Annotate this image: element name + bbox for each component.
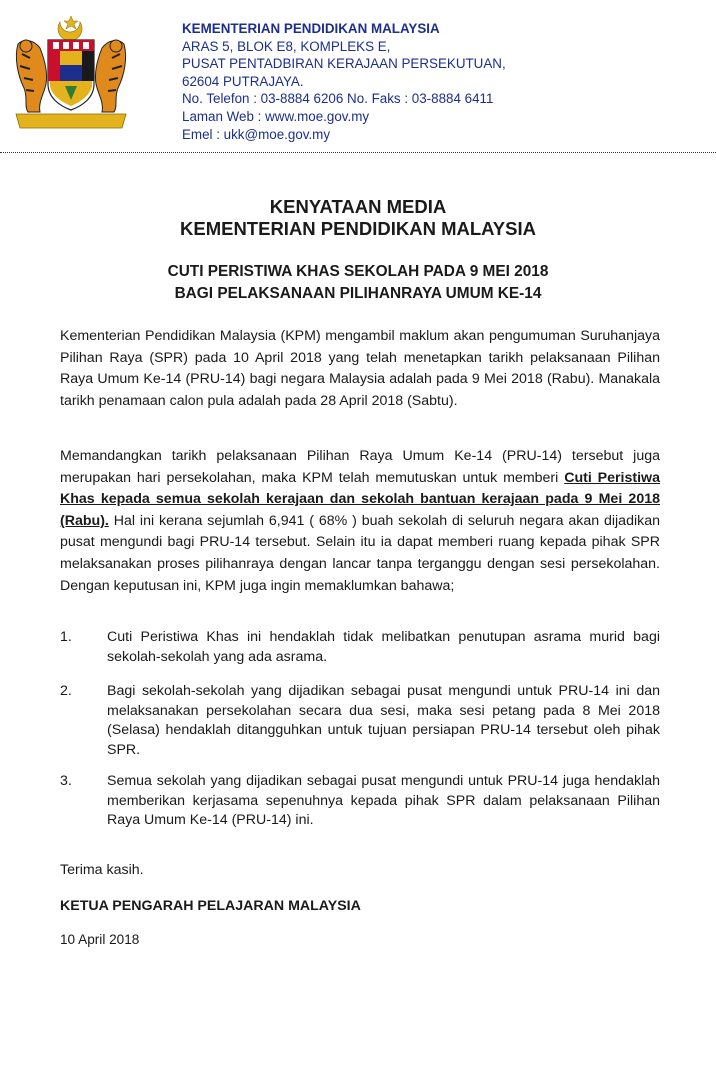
list-item-number: 2. bbox=[60, 683, 72, 699]
list-item-text: Semua sekolah yang dijadikan sebagai pusat mengundi untuk PRU-14 juga hendaklah memberikan kerjasama sepenuhnya kepada pihak SPR dalam pelaksanaan Pilihan Raya Umum Ke-14 (PRU-14) ini. bbox=[107, 773, 660, 828]
list-item-number: 3. bbox=[60, 773, 72, 789]
address-line: ARAS 5, BLOK E8, KOMPLEKS E, bbox=[182, 38, 391, 54]
paragraph-1: Kementerian Pendidikan Malaysia (KPM) mengambil maklum akan pengumuman Suruhanjaya Pilihan Raya (SPR) pada 10 April 2018 yang telah menetapkan tarikh pelaksanaan Pilihan Raya Umum Ke-14 (PRU-14) bagi negara Malaysia adalah pada 9 Mei 2018 (Rabu). Manakala tarikh penamaan calon pula adalah pada 28 April 2018 (Sabtu). bbox=[60, 328, 660, 409]
list-item-text: Cuti Peristiwa Khas ini hendaklah tidak melibatkan penutupan asrama murid bagi sekolah-sekolah yang ada asrama. bbox=[107, 629, 660, 665]
paragraph-2-text: Memandangkan tarikh pelaksanaan Pilihan Raya Umum Ke-14 (PRU-14) tersebut juga merupakan hari persekolahan, maka KPM telah memutuskan untuk memberi bbox=[60, 448, 660, 486]
holiday-announcement-emphasis: Cuti Peristiwa Khas kepada semua sekolah kerajaan dan sekolah bantuan kerajaan pada 9 Mei 2018 (Rabu). bbox=[60, 469, 660, 529]
website-line: Laman Web : www.moe.gov.my bbox=[182, 108, 370, 124]
phone-fax-line: No. Telefon : 03-8884 6206 No. Faks : 03-8884 6411 bbox=[182, 91, 494, 107]
signatory: KETUA PENGARAH PELAJARAN MALAYSIA bbox=[60, 898, 361, 914]
coat-of-arms-icon bbox=[10, 14, 132, 132]
document-title: KENYATAAN MEDIA bbox=[269, 196, 447, 217]
address-line: 62604 PUTRAJAYA. bbox=[182, 73, 304, 89]
closing-remark: Terima kasih. bbox=[60, 862, 144, 878]
list-item-text: Bagi sekolah-sekolah yang dijadikan sebagai pusat mengundi untuk PRU-14 ini dan melaksanakan persekolahan secara dua sesi, maka sesi petang pada 8 Mei 2018 (Selasa) hendaklah ditangguhkan untuk tujuan persiapan PRU-14 tersebut oleh pihak SPR. bbox=[107, 683, 660, 758]
paragraph-2-text: Hal ini kerana sejumlah 6,941 ( 68% ) buah sekolah di seluruh negara akan dijadikan pusat mengundi bagi PRU-14 tersebut. Selain itu ia dapat memberi ruang kepada pihak SPR melaksanakan proses pilihanraya dengan lancar tanpa terganggu dengan sesi persekolahan. Dengan keputusan ini, KPM juga ingin memaklumkan bahawa; bbox=[60, 512, 660, 594]
document-subtitle: CUTI PERISTIWA KHAS SEKOLAH PADA 9 MEI 2018 bbox=[167, 263, 549, 280]
email-line: Emel : ukk@moe.gov.my bbox=[182, 126, 331, 142]
letterhead bbox=[0, 0, 716, 160]
ministry-name: KEMENTERIAN PENDIDIKAN MALAYSIA bbox=[182, 21, 440, 36]
document-subtitle: BAGI PELAKSANAAN PILIHANRAYA UMUM KE-14 bbox=[174, 285, 542, 302]
letterhead-text bbox=[182, 20, 506, 143]
header-divider bbox=[0, 152, 716, 153]
paragraph-2 bbox=[60, 446, 660, 597]
address-line: PUSAT PENTADBIRAN KERAJAAN PERSEKUTUAN, bbox=[182, 56, 506, 72]
document-date: 10 April 2018 bbox=[60, 932, 140, 947]
list-item-number: 1. bbox=[60, 629, 72, 645]
document-title-org: KEMENTERIAN PENDIDIKAN MALAYSIA bbox=[180, 218, 536, 239]
